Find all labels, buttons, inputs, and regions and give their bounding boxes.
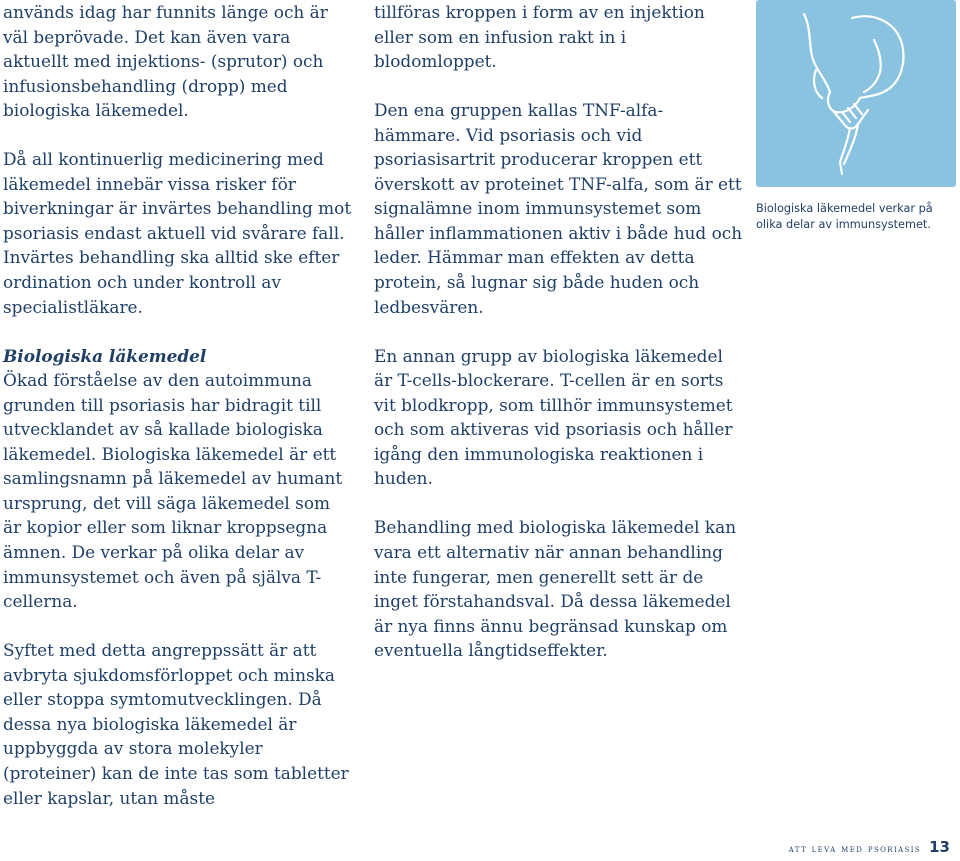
paragraph: En annan grupp av biologiska läkemedel är T-cells-blockerare. T-cellen är en sorts vit blodkropp, som tillhör immunsystemet och som aktiveras vid psoriasis och håller igång den immunologiska reaktionen i huden. — [374, 345, 733, 489]
figure-caption: Biologiska läkemedel verkar på olika delar av immunsystemet. — [756, 202, 933, 231]
page-footer — [778, 838, 950, 856]
paragraph: tillföras kroppen i form av en injektion eller som en infusion rakt in i blodomloppet. — [374, 2, 705, 72]
paragraph: Invärtes behandling ska alltid ske efter ordination och under kontroll av specialistläkare. — [3, 247, 340, 317]
syringe-icon — [756, 0, 956, 187]
left-column — [3, 0, 353, 810]
sidebar — [756, 0, 960, 233]
page-number: 13 — [929, 838, 950, 856]
paragraph: används idag har funnits länge och är väl beprövade. Det kan även vara aktuellt med injektions- (sprutor) och infusionsbehandling (dropp) med biologiska läkemedel. — [3, 2, 328, 121]
section-heading: Biologiska läkemedel — [3, 345, 207, 366]
paragraph: Då all kontinuerlig medicinering med läkemedel innebär vissa risker för biverkningar är invärtes behandling mot psoriasis endast aktuell vid svårare fall. — [3, 149, 352, 243]
paragraph: Den ena gruppen kallas TNF-alfa-hämmare. Vid psoriasis och vid psoriasisartrit producerar kroppen ett överskott av proteinet TNF-alfa, som är ett signalämne inom immunsystemet som håller inflammationen aktiv i både hud och leder. Hämmar man effekten av detta protein, så lugnar sig både huden och ledbesvären. — [374, 100, 743, 317]
paragraph: Behandling med biologiska läkemedel kan vara ett alternativ när annan behandling inte fungerar, men generellt sett är de inget förstahandsval. Då dessa läkemedel är nya finns ännu begränsad kunskap om eventuella långtidseffekter. — [374, 517, 737, 661]
middle-column — [374, 0, 746, 663]
running-title: att leva med psoriasis — [788, 844, 922, 855]
syringe-hand-illustration — [756, 0, 956, 187]
paragraph: Syftet med detta angreppssätt är att avbryta sjukdomsförloppet och minska eller stoppa symtomutvecklingen. Då dessa nya biologiska läkemedel är uppbyggda av stora molekyler (proteiner) kan de inte tas som tabletter eller kapslar, utan måste — [3, 640, 349, 808]
paragraph: Ökad förståelse av den autoimmuna grunden till psoriasis har bidragit till utvecklandet av så kallade biologiska läkemedel. Biologiska läkemedel är ett samlingsnamn på läkemedel av humant ursprung, det vill säga läkemedel som är kopior eller som liknar kroppsegna ämnen. De verkar på olika delar av immunsystemet och även på själva T-cellerna. — [3, 370, 343, 612]
